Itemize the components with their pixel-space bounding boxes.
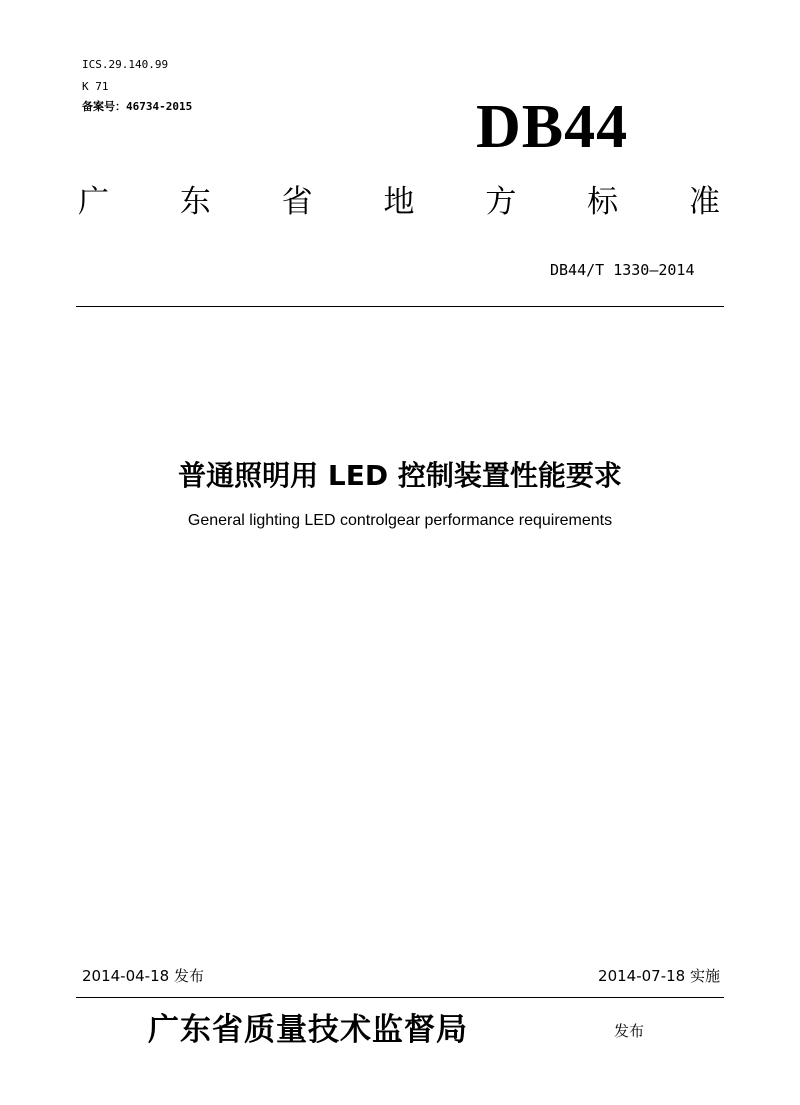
document-title-en: General lighting LED controlgear performance requirements xyxy=(187,512,613,529)
publisher-name: 广东省质量技术监督局 xyxy=(148,1012,468,1048)
standard-type-char: 地 xyxy=(383,184,415,220)
bottom-divider xyxy=(76,997,724,998)
standard-type-char: 方 xyxy=(485,184,517,220)
standard-type-char: 标 xyxy=(587,184,619,220)
publish-label: 发布 xyxy=(614,1022,645,1040)
top-divider xyxy=(76,306,724,307)
standard-type-char: 准 xyxy=(688,184,720,220)
implementation-date: 2014-07-18 实施 xyxy=(598,967,720,985)
standard-type-char: 广 xyxy=(78,184,109,220)
document-number: DB44/T 1330—2014 xyxy=(550,261,695,279)
standard-type-heading xyxy=(78,182,720,222)
ccs-code: K 71 xyxy=(82,80,109,93)
standard-type-char: 省 xyxy=(281,184,313,220)
issue-date: 2014-04-18 发布 xyxy=(82,967,204,985)
ics-code: ICS.29.140.99 xyxy=(82,58,169,71)
document-title-cn: 普通照明用 LED 控制装置性能要求 xyxy=(178,459,622,492)
standard-type-char: 东 xyxy=(179,184,211,220)
filing-number: 备案号：46734-2015 xyxy=(82,100,193,113)
db44-logo: DB44 xyxy=(476,93,629,161)
